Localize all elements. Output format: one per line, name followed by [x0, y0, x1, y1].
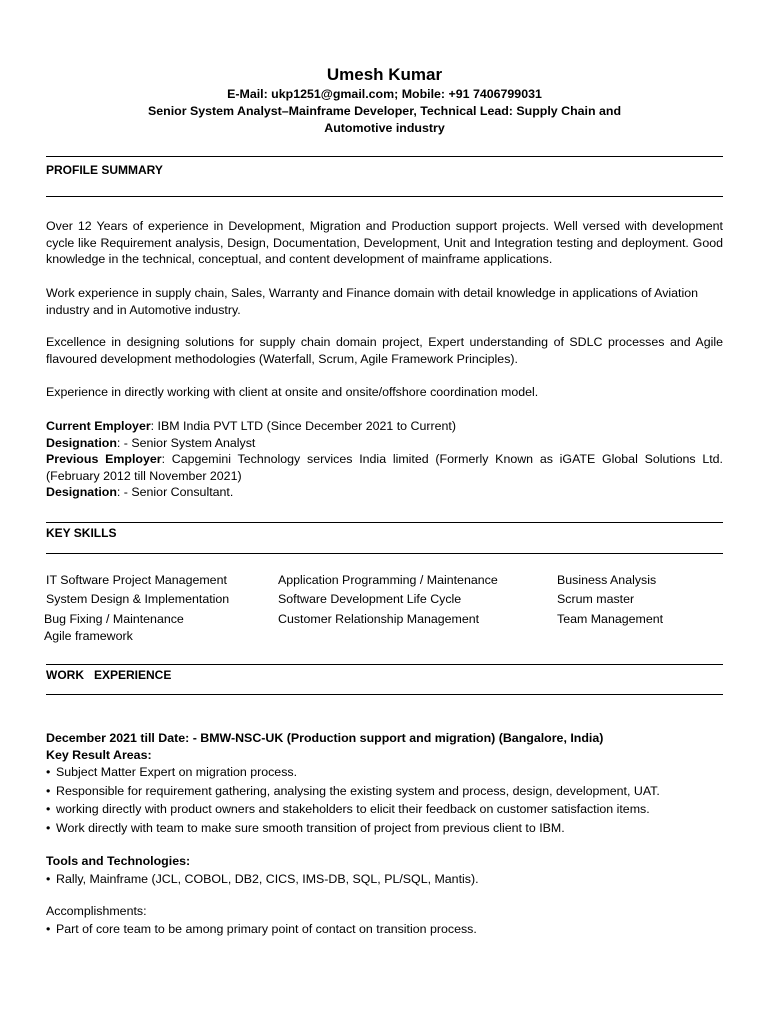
skill-item: IT Software Project Management: [46, 573, 227, 587]
profile-paragraph-3: Excellence in designing solutions for supply chain domain project, Expert understanding of SDLC processes and Agile flavoured development methodologies (Waterfall, Scrum, Agile Framework Principles).: [46, 335, 723, 366]
divider: [46, 196, 723, 197]
skill-item: Bug Fixing / Maintenance: [44, 612, 184, 626]
accomplishments-label: Accomplishments:: [46, 904, 147, 918]
divider: [46, 694, 723, 695]
key-result-areas-label: Key Result Areas:: [46, 747, 152, 762]
key-result-areas-list: [46, 763, 723, 837]
job-entry: [46, 730, 723, 838]
current-employer: Current Employer: IBM India PVT LTD (Since December 2021 to Current): [46, 419, 456, 433]
skill-item: Business Analysis: [557, 573, 657, 587]
tools-section: [46, 853, 723, 888]
role-title-line-1: Senior System Analyst–Mainframe Developer, Technical Lead: Supply Chain and: [147, 104, 622, 118]
previous-employer: Previous Employer: Capgemini Technology services India limited (Formerly Known as iGATE Global Solutions Ltd. (February 2012 till November 2021): [46, 452, 723, 483]
accomplishments-section: [46, 903, 723, 938]
tools-label: Tools and Technologies:: [46, 854, 191, 868]
profile-summary-heading: PROFILE SUMMARY: [46, 163, 163, 177]
candidate-name: Umesh Kumar: [326, 65, 443, 84]
list-item: • Responsible for requirement gathering, analysing the existing system and process, design, development, UAT.: [46, 783, 660, 798]
designation-current: Designation: - Senior System Analyst: [46, 435, 256, 450]
skills-grid: [46, 572, 723, 646]
employment-summary: [46, 418, 723, 501]
list-item: • Subject Matter Expert on migration process.: [46, 765, 298, 780]
divider: [46, 522, 723, 523]
accomplishments-list: [46, 920, 723, 939]
tools-list: [46, 870, 723, 889]
skill-item: Application Programming / Maintenance: [278, 573, 498, 587]
list-item: • Work directly with team to make sure smooth transition of project from previous client to IBM.: [46, 820, 565, 835]
resume-header: [46, 64, 723, 137]
list-item: • Rally, Mainframe (JCL, COBOL, DB2, CICS, IMS-DB, SQL, PL/SQL, Mantis).: [46, 871, 479, 886]
job-heading: December 2021 till Date: - BMW-NSC-UK (Production support and migration) (Bangalore, India): [46, 731, 604, 745]
skill-item: Software Development Life Cycle: [278, 592, 462, 606]
skill-item: System Design & Implementation: [46, 592, 230, 606]
skill-item: Customer Relationship Management: [278, 612, 480, 626]
skill-item: Agile framework: [44, 629, 133, 643]
role-title-line-2: Automotive industry: [324, 121, 445, 135]
role-title: [46, 103, 723, 137]
skill-item: Scrum master: [557, 592, 635, 606]
profile-paragraph-4: Experience in directly working with client at onsite and onsite/offshore coordination model.: [46, 385, 539, 399]
designation-previous: Designation: - Senior Consultant.: [46, 485, 234, 500]
divider: [46, 553, 723, 554]
key-skills-heading: KEY SKILLS: [46, 526, 117, 540]
divider: [46, 664, 723, 665]
list-item: • working directly with product owners and stakeholders to elicit their feedback on customer satisfaction items.: [46, 802, 650, 817]
contact-line: E-Mail: ukp1251@gmail.com; Mobile: +91 7406799031: [227, 87, 542, 101]
list-item: • Part of core team to be among primary point of contact on transition process.: [46, 921, 477, 936]
work-experience-heading: WORK EXPERIENCE: [46, 668, 172, 682]
divider: [46, 156, 723, 157]
profile-paragraph-1: Over 12 Years of experience in Development, Migration and Production support projects. Well versed with development cycle like Requirement analysis, Design, Documentation, Development, Unit and Integration testing and deployment. Good knowledge in the technical, conceptual, and content development of mainframe applications.: [46, 219, 723, 267]
profile-paragraph-2: Work experience in supply chain, Sales, Warranty and Finance domain with detail knowledge in applications of Aviation industry and in Automotive industry.: [46, 286, 699, 317]
skill-item: Team Management: [557, 612, 664, 626]
